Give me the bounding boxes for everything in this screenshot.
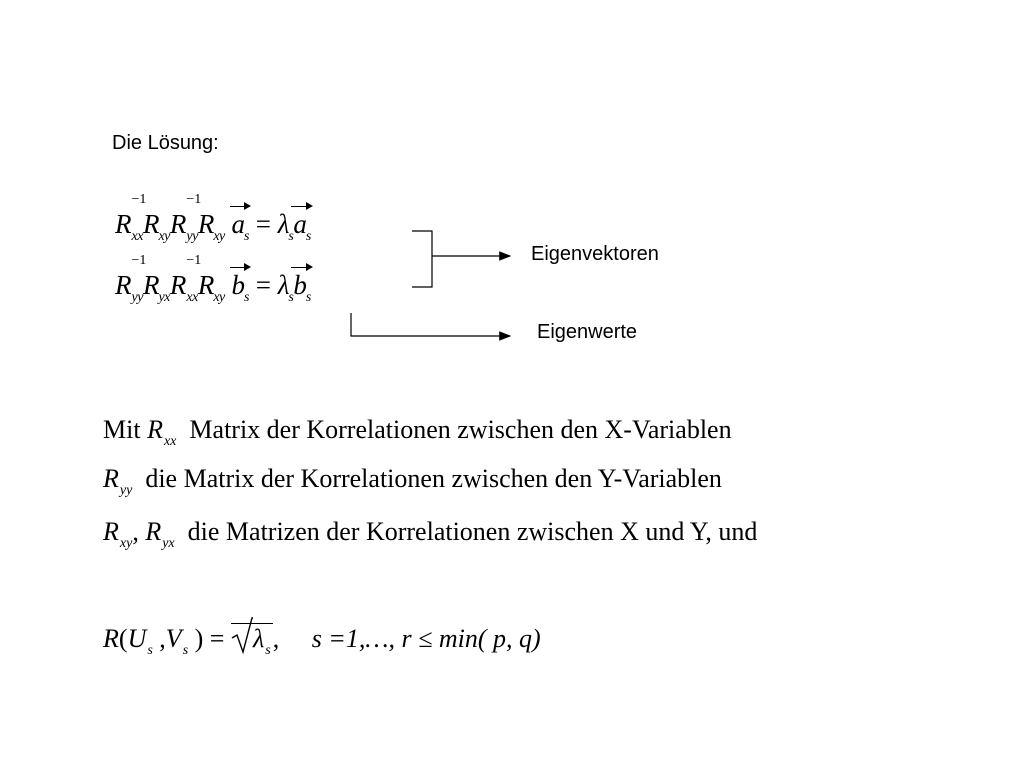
canonical-correlation-formula: $R(U_s$ $,V_s$ ) = $\lambda_s$, s =1,…, r ≤ min( p, q) — [103, 624, 541, 654]
index-range: s =1,…, r ≤ min( p, q) — [311, 624, 541, 653]
heading: Die Lösung: — [112, 132, 219, 154]
definition-rxy-ryx: $R_{xy}$, $R_{yx}$ die Matrizen der Korrelationen zwischen X und Y, und — [103, 517, 758, 551]
definition-ryy: $R_{yy}$ die Matrix der Korrelationen zwischen den Y-Variablen — [103, 464, 722, 498]
eigen-equation-b: R −1 $_{yy}R_{yx}R$ −1 $_{xx}R_{xy}$ $b_s = \lambda_sb_s$ — [115, 253, 311, 305]
eigen-equation-a: R −1 $_{xx}R_{xy}R$ −1 $_{yy}R_{xy}$ $a_s = \lambda_sa_s$ — [115, 192, 311, 244]
sqrt-symbol: $\lambda_s$ — [231, 624, 273, 654]
definition-rxx: Mit $R_{xx}$ Matrix der Korrelationen zwischen den X-Variablen — [103, 415, 732, 449]
label-eigenvalues: Eigenwerte — [537, 321, 638, 343]
eigenvalue-arrow — [351, 313, 510, 336]
eigenvector-bracket — [412, 231, 510, 287]
label-eigenvectors: Eigenvektoren — [531, 243, 659, 265]
